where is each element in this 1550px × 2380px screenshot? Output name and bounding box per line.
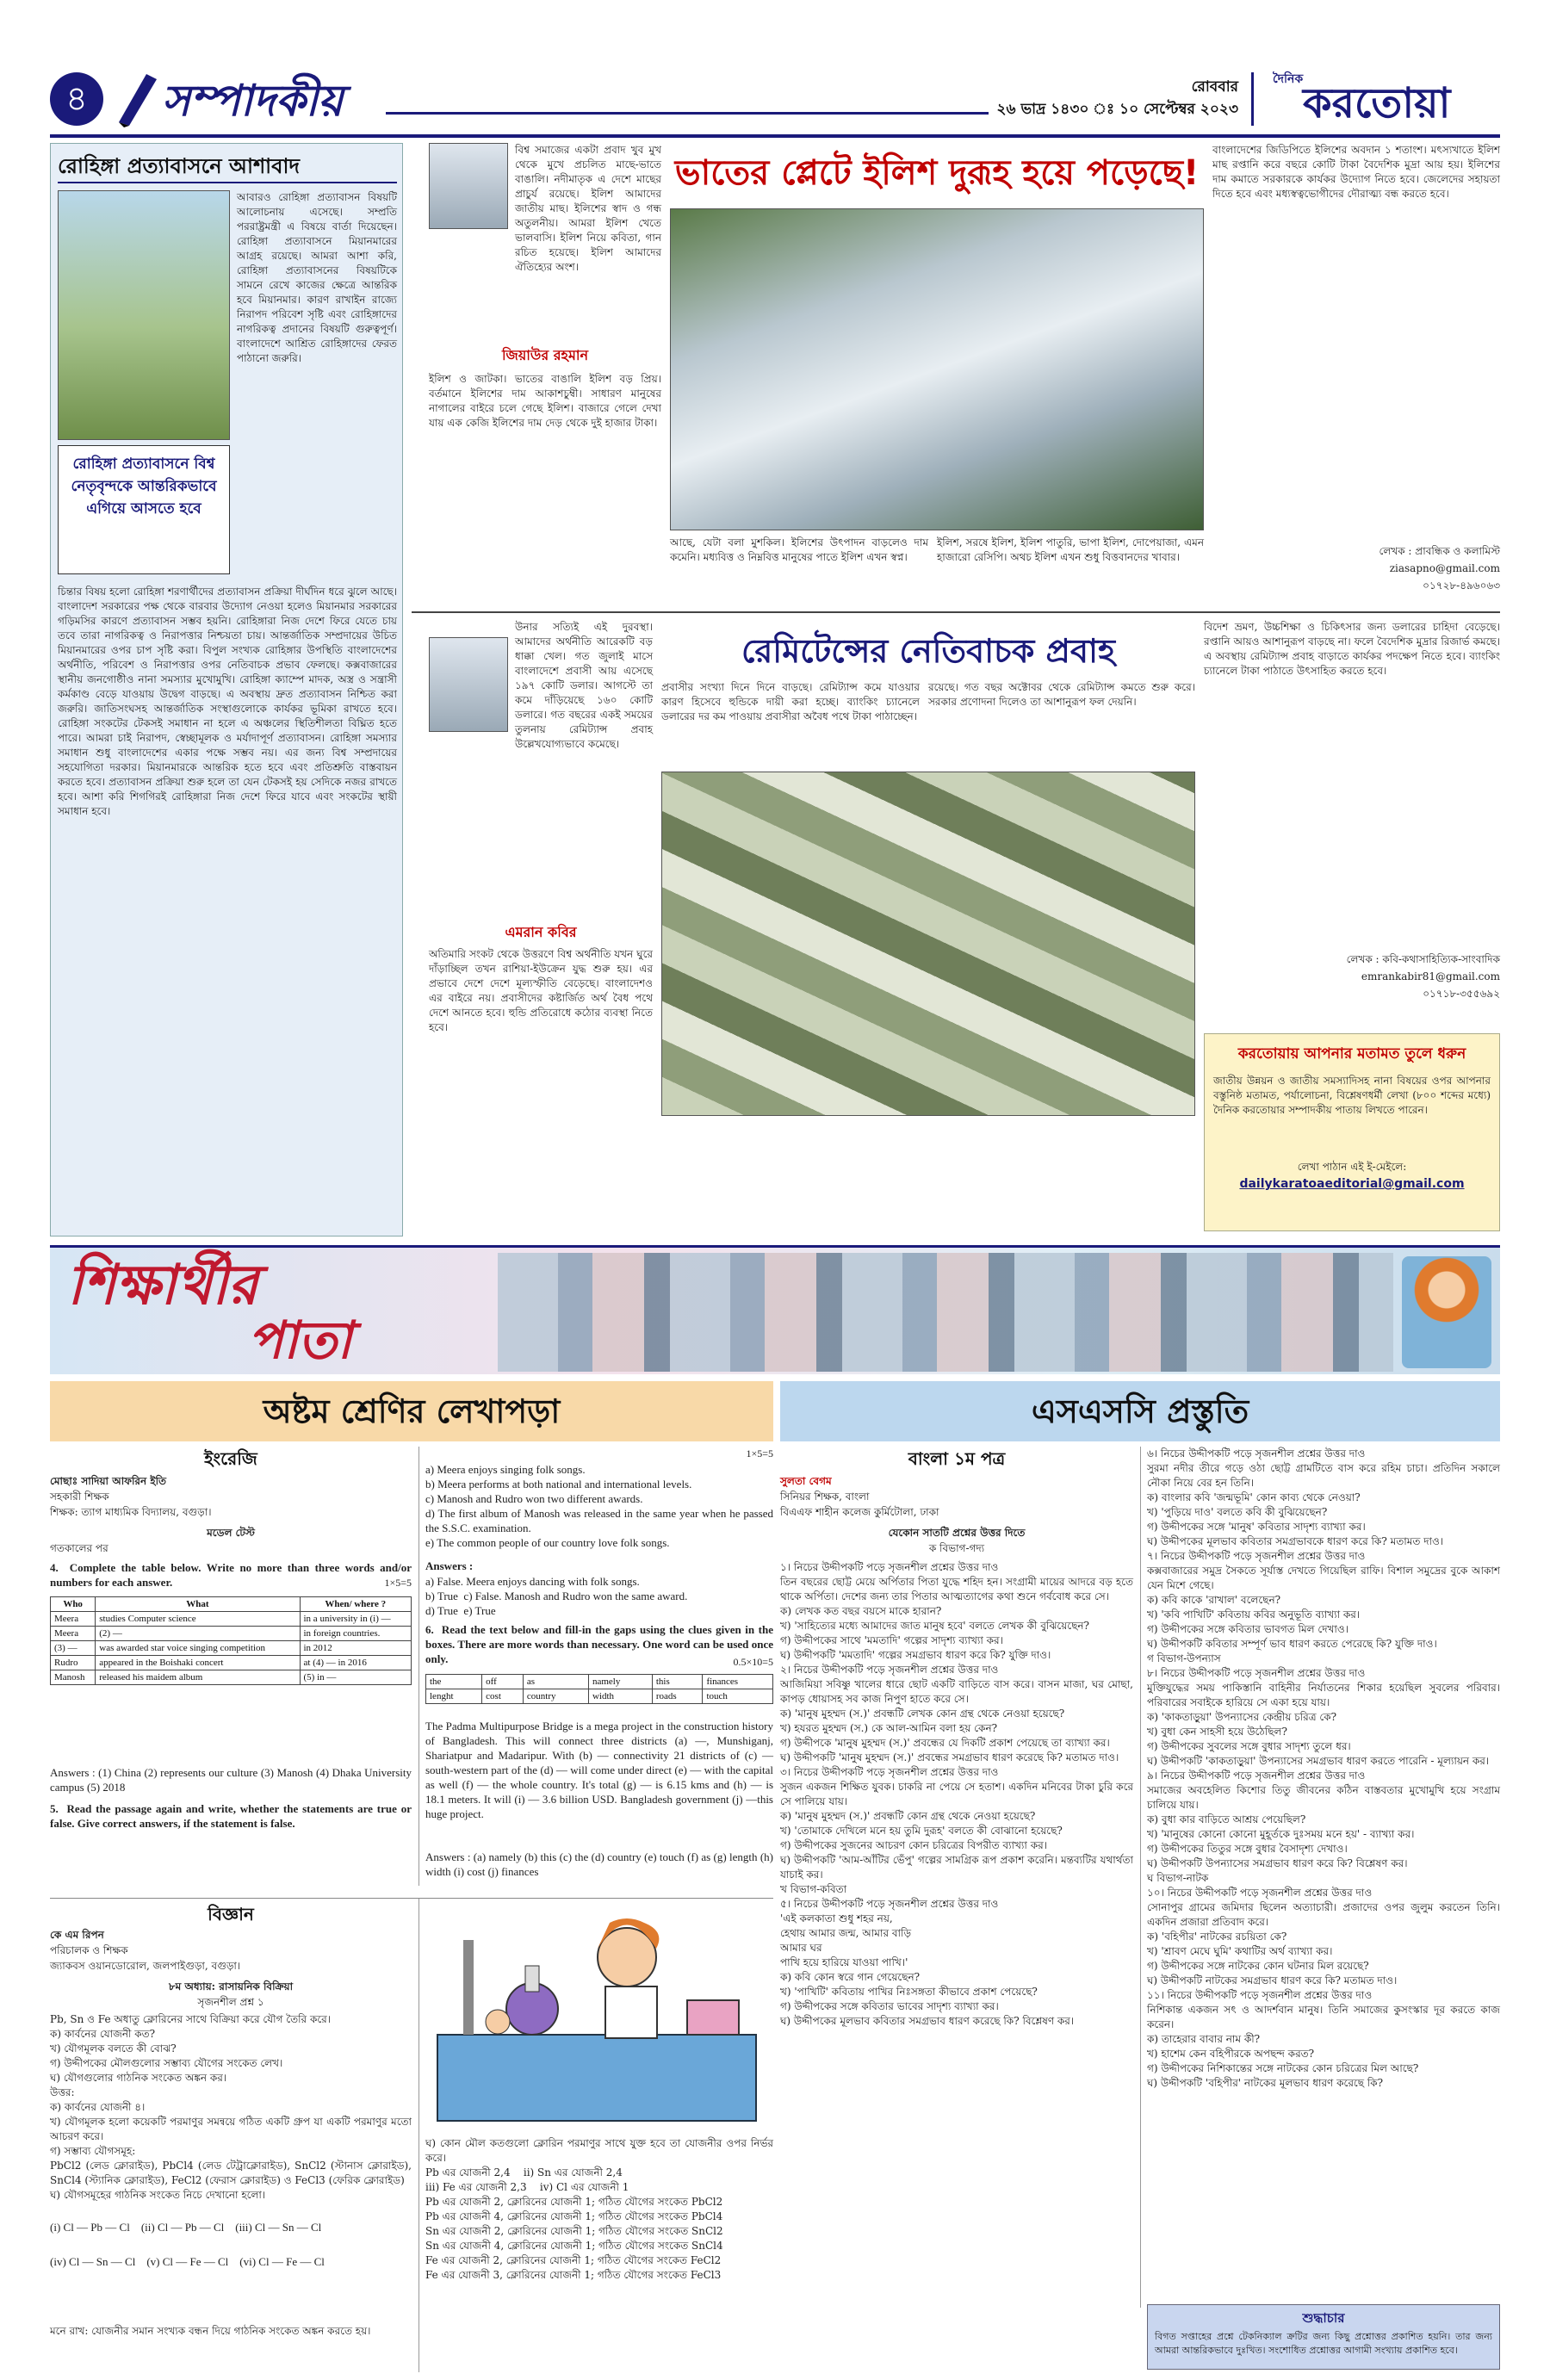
word-box-cell: lenght <box>426 1689 482 1704</box>
word-box-cell: the <box>426 1675 482 1689</box>
hilsa-bottom-rule <box>412 611 1500 613</box>
english-q5-answers-label: Answers : <box>425 1559 474 1572</box>
english-divider <box>418 1447 419 1886</box>
bangla-school: বিএএফ শাহীন কলেজ কুর্মিটোলা, ঢাকা <box>780 1506 939 1518</box>
table-cell: Meera <box>51 1627 96 1641</box>
masthead-bottom-rule <box>50 134 1500 138</box>
masthead-date: ২৬ ভাদ্র ১৪৩০ ঃ ১০ সেপ্টেম্বর ২০২৩ <box>996 101 1238 118</box>
english-subject: ইংরেজি <box>204 1448 257 1469</box>
correction-box <box>1147 2304 1500 2370</box>
word-box-cell: this <box>652 1675 703 1689</box>
english-q5-items: a) Meera enjoys singing folk songs. b) Meera performs at both national and international levels. c) Manosh and Rudro won two different awards. d) The first album of Manosh was released in the same year when he passed the S.S.C. examination. e) The common people of our country love folk songs. <box>425 1463 773 1549</box>
masthead-divider <box>1251 72 1254 126</box>
english-q4-table <box>50 1596 412 1685</box>
table-cell: in foreign countries. <box>300 1627 412 1641</box>
hilsa-body-col5: বাংলাদেশের জিডিপিতে ইলিশের অবদান ১ শতাংশ। মৎস্যখাতে ইলিশ মাছ রপ্তানি করে বছরে কোটি টাকা বৈদেশিক মুদ্রা আয় হয়। ইলিশের দাম কমাতে সরকারকে কার্যকর উদ্যোগ নিতে হবে। জেলেদের সহায়তা দিতে হবে এবং মধ্যস্বত্বভোগীদের দৌরাত্ম্য বন্ধ করতে হবে। <box>1212 144 1504 200</box>
english-prev: গতকালের পর <box>50 1542 108 1554</box>
science-designation: পরিচালক ও শিক্ষক <box>50 1944 128 1956</box>
paper-name: করতোয়া <box>1303 79 1451 127</box>
science-body: Pb, Sn ও Fe অধাতু ক্লোরিনের সাথে বিক্রিয়া করে যৌগ তৈরি করে। ক) কার্বনের যোজনী কত? খ) যৌগমূলক বলতে কী বোঝ? গ) উদ্দীপকের মৌলগুলোর সম্ভাব্য যৌগের সংকেত লেখ। ঘ) যৌগগুলোর গাঠনিক সংকেত অঙ্কন কর। উত্তর: ক) কার্বনের যোজনী ৪। খ) যৌগমূলক হলো কয়েকটি পরমাণুর সমন্বয়ে গঠিত একটি গ্রুপ যা একটি পরমাণুর মতো আচরণ করে। গ) সম্ভাব্য যৌগসমূহ: PbCl2 (লেড ক্লোরাইড), PbCl4 (লেড টেট্রাক্লোরাইড), SnCl2 (স্টানাস ক্লোরাইড), SnCl4 (স্ট্যানিক ক্লোরাইড), FeCl2 (ফেরাস ক্লোরাইড) ও FeCl3 (ফেরিক ক্লোরাইড) ঘ) যৌগসমূহের গাঠনিক সংকেত নিচে দেখানো হলো। <box>50 2013 412 2201</box>
remittance-author: এমরান কবির <box>505 924 577 940</box>
section-title: সম্পাদকীয় <box>162 76 344 126</box>
table-cell: Rudro <box>51 1656 96 1670</box>
table-cell: released his maidem album <box>96 1670 300 1685</box>
table-row <box>51 1627 412 1641</box>
english-designation: সহকারী শিক্ষক <box>50 1491 109 1503</box>
hilsa-body-col2: ইলিশ ও জাটকা। ভাতের বাঙালি ইলিশ বড় প্রিয়। বর্তমানে ইলিশের দাম আকাশচুম্বী। সাধারণ মানুষের নাগালের বাইরে চলে গেছে ইলিশ। বাজারে গেলে দেখা যায় এক কেজি ইলিশের দাম দেড় থেকে দুই হাজার টাকা। <box>429 373 665 429</box>
english-q4: 4. Complete the table below. Write no more than three words and/or numbers for each answer. <box>50 1561 415 1589</box>
table-cell: studies Computer science <box>96 1612 300 1627</box>
remittance-byline: লেখক : কবি-কথাসাহিত্যিক-সাংবাদিক <box>1346 953 1500 965</box>
masthead-rule <box>386 112 989 115</box>
masthead-day: রোববার <box>1191 78 1238 96</box>
hilsa-email: ziasapno@gmail.com <box>1389 562 1500 574</box>
remittance-headline: রেমিটেন্সের নেতিবাচক প্রবাহ <box>741 632 1116 670</box>
ssc-title: এসএসসি প্রস্তুতি <box>1031 1392 1249 1430</box>
table-header-cell: What <box>96 1597 300 1612</box>
table-row <box>51 1670 412 1685</box>
remittance-article <box>412 620 1504 1238</box>
hilsa-byline: লেখক : প্রাবন্ধিক ও কলামিস্ট <box>1379 545 1500 557</box>
word-box-cell: country <box>523 1689 588 1704</box>
table-header-cell: Who <box>51 1597 96 1612</box>
table-row <box>51 1641 412 1656</box>
english-q6-word-box <box>425 1674 773 1704</box>
table-cell: (2) — <box>96 1627 300 1641</box>
english-model-test: মডেল টেস্ট <box>207 1527 255 1539</box>
english-q5-answers: a) False. Meera enjoys dancing with folk songs. b) True c) False. Manosh and Rudro won the same award. d) True e) True <box>425 1575 688 1617</box>
word-box-cell: touch <box>703 1689 773 1704</box>
bangla-instruction: যেকোন সাতটি প্রশ্নের উত্তর দিতে <box>888 1527 1026 1539</box>
hilsa-body-col4: ইলিশ, সরষে ইলিশ, ইলিশ পাতুরি, ভাপা ইলিশ, দোপেয়াজা, এমন হাজারো রেসিপি। অথচ ইলিশ এখন শুধু বিত্তবানদের খাবার। <box>937 536 1207 563</box>
remittance-body-col1: উনার সত্যিই এই দুরবস্থা। আমাদের অর্থনীতি আরেকটি বড় ধাক্কা খেল। গত জুলাই মাসে বাংলাদেশে প্রবাসী আয় এসেছে ১৯৭ কোটি ডলার। আগস্টে তা কমে দাঁড়িয়েছে ১৬০ কোটি ডলারে। গত বছরের একই সময়ের তুলনায় রেমিট্যান্স প্রবাহ উল্লেখযোগ্যভাবে কমেছে। <box>515 621 656 750</box>
word-box-cell: roads <box>652 1689 703 1704</box>
science-note: মনে রাখ: যোজনীর সমান সংখ্যক বন্ধন দিয়ে গাঠনিক সংকেত অঙ্কন করতে হয়। <box>50 2325 371 2337</box>
word-box-cell: off <box>482 1675 524 1689</box>
rohingya-body-1: আবারও রোহিঙ্গা প্রত্যাবাসন বিষয়টি আলোচনায় এসেছে। সম্প্রতি পররাষ্ট্রমন্ত্রী এ বিষয়ে বার্তা দিয়েছেন। রোহিঙ্গা প্রত্যাবাসনে মিয়ানমারের আগ্রহ রয়েছে। আমরা আশা করি, রোহিঙ্গা প্রত্যাবাসনের বিষয়টিকে সামনে রেখে কাজের ক্ষেত্রে আন্তরিক হবে মিয়ানমার। কারণ রাখাইন রাজ্যে নিরাপদ পরিবেশ সৃষ্টি এবং রোহিঙ্গাদের নাগরিকত্ব প্রদানের বিষয়টি গুরুত্বপূর্ণ। বাংলাদেশে আশ্রিত রোহিঙ্গাদের ফেরত পাঠানো জরুরি। <box>237 191 400 364</box>
rohingya-quote-box <box>58 445 230 574</box>
rohingya-photo <box>58 190 230 440</box>
word-box-row <box>426 1689 773 1704</box>
rohingya-title: রোহিঙ্গা প্রত্যাবাসনে আশাবাদ <box>58 149 397 183</box>
word-box-cell: cost <box>482 1689 524 1704</box>
science-body-2: ঘ) কোন মৌল কতগুলো ক্লোরিন পরমাণুর সাথে যুক্ত হবে তা যোজনীর ওপর নির্ভর করে। Pb এর যোজনী 2,4 ii) Sn এর যোজনী 2,4 iii) Fe এর যোজনী 2,3 iv) Cl এর যোজনী 1 Pb এর যোজনী 2, ক্লোরিনের যোজনী 1; গঠিত যৌগের সংকেত PbCl2 Pb এর যোজনী 4, ক্লোরিনের যোজনী 1; গঠিত যৌগের সংকেত PbCl4 Sn এর যোজনী 2, ক্লোরিনের যোজনী 1; গঠিত যৌগের সংকেত SnCl2 Sn এর যোজনী 4, ক্লোরিনের যোজনী 1; গঠিত যৌগের সংকেত SnCl4 Fe এর যোজনী 2, ক্লোরিনের যোজনী 1; গঠিত যৌগের সংকেত FeCl2 Fe এর যোজনী 3, ক্লোরিনের যোজনী 1; গঠিত যৌগের সংকেত FeCl3 <box>425 2137 773 2281</box>
word-box-cell: finances <box>703 1675 773 1689</box>
opinion-box-body: জাতীয় উন্নয়ন ও জাতীয় সমস্যাদিসহ নানা বিষয়ের ওপর আপনার বস্তুনিষ্ঠ মতামত, পর্যালোচনা, বিশ্লেষণধর্মী লেখা (৮০০ শব্দের মধ্যে) দৈনিক করতোয়ার সম্পাদকীয় পাতায় লিখতে পারেন। <box>1213 1075 1494 1116</box>
banner-title-line1: শিক্ষার্থীর <box>67 1254 258 1317</box>
bangla-section <box>780 1447 1500 2373</box>
science-section <box>50 1898 773 2371</box>
english-q4-answers: Answers : (1) China (2) represents our culture (3) Manosh (4) Dhaka University campus (5) 2018 <box>50 1766 415 1794</box>
hilsa-body-col1b <box>429 234 508 338</box>
opinion-box <box>1204 1033 1500 1231</box>
bangla-col1: ১। নিচের উদ্দীপকটি পড়ে সৃজনশীল প্রশ্নের উত্তর দাও তিন বছরের ছোট্ট মেয়ে অর্পিতার পিতা যুদ্ধে শহিদ হন। সংগ্রামী মায়ের আদরে বড় হতে থাকে অর্পিতা। দেশের জন্য তার পিতার আত্মত্যাগের কথা শুনে গর্ববোধ করে সে। ক) লেখক কত বছর বয়সে মাকে হারান? খ) 'সাহিত্যের মধ্যে আমাদের জাত মানুষ হবে' বলতে লেখক কী বুঝিয়েছেন? গ) উদ্দীপকের সাথে 'মমতাদি' গল্পের সাদৃশ্য ব্যাখ্যা কর। ঘ) উদ্দীপকটি 'মমতাদি' গল্পের সমগ্রভাব ধারণ করে কি? যুক্তি দাও। ২। নিচের উদ্দীপকটি পড়ে সৃজনশীল প্রশ্নের উত্তর দাও আজিমিয়া সবিষ্ণু খালের ধারে ছোট একটি বাড়িতে বাস করে। বাসন মাজা, ঘর মোছা, কাপড় ধোয়াসহ সব কাজ নিপুণ হাতে করে সে। ক) 'মানুষ মুহম্মদ (স.)' প্রবন্ধটি লেখক কোন গ্রন্থ থেকে নেওয়া হয়েছে? খ) হযরত মুহম্মদ (স.) কে আল-আমিন বলা হয় কেন? গ) উদ্দীপকে 'মানুষ মুহম্মদ (স.)' প্রবন্ধের যে দিকটি প্রকাশ পেয়েছে তা ব্যাখ্যা কর। ঘ) উদ্দীপকটি 'মানুষ মুহম্মদ (স.)' প্রবন্ধের সমগ্রভাব ধারণ করেছে কি? মতামত দাও। ৩। নিচের উদ্দীপকটি পড়ে সৃজনশীল প্রশ্নের উত্তর দাও সুজন একজন শিক্ষিত যুবক। চাকরি না পেয়ে সে হতাশ। একদিন মনিবের টাকা চুরি করে সে পালিয়ে যায়। ক) 'মানুষ মুহম্মদ (স.)' প্রবন্ধটি কোন গ্রন্থ থেকে নেওয়া হয়েছে? খ) 'তোমাকে দেখিলে মনে হয় তুমি দুরূহ' বলতে কী বোঝানো হয়েছে? গ) উদ্দীপকের সুজনের আচরণ কোন চরিত্রের বিপরীত ব্যাখ্যা কর। ঘ) উদ্দীপকটি 'আম-আঁটির ভেঁপু' গল্পের সামগ্রিক রূপ প্রকাশ করেনি। মন্তব্যটির যথার্থতা যাচাই কর। খ বিভাগ-কবিতা ৫। নিচের উদ্দীপকটি পড়ে সৃজনশীল প্রশ্নের উত্তর দাও 'এই কলকাতা শুধু শহর নয়, হেথায় আমার জন্ম, আমার বাড়ি আমার ঘর পাখি হয়ে হারিয়ে যাওয়া পাখি।' ক) কবি কোন স্বরে গান গেয়েছেন? খ) 'পাখিটি' কবিতায় পাখির নিঃসঙ্গতা কীভাবে প্রকাশ পেয়েছে? গ) উদ্দীপকের সঙ্গে কবিতার ভাবের সাদৃশ্য ব্যাখ্যা কর। ঘ) উদ্দীপকের মূলভাব কবিতার সমগ্রভাব ধারণ করেছে কি? বিশ্লেষণ কর। <box>780 1561 1133 2027</box>
science-chapter: ৮ম অধ্যায়: রাসায়নিক বিক্রিয়া <box>168 1980 294 1993</box>
correction-title: শুদ্ধাচার <box>1302 2310 1345 2326</box>
table-cell: Manosh <box>51 1670 96 1685</box>
opinion-box-email[interactable]: dailykaratoaeditorial@gmail.com <box>1239 1177 1465 1191</box>
science-teacher: কে এম রিপন <box>50 1929 104 1941</box>
rohingya-editorial <box>50 143 403 1236</box>
remittance-photo <box>661 772 1195 1116</box>
bangla-designation: সিনিয়র শিক্ষক, বাংলা <box>780 1491 870 1503</box>
english-section <box>50 1447 777 1894</box>
english-q6-marks: 0.5×10=5 <box>733 1656 773 1668</box>
remittance-body-col3: রয়েছে। গত বছর অক্টোবর থেকে রেমিট্যান্স কমতে শুরু করে। সরকার প্রণোদনা দিলেও তা আশানুরূপ ফল দেয়নি। <box>928 681 1199 708</box>
student-banner <box>50 1245 1500 1374</box>
bangla-col2: ৬। নিচের উদ্দীপকটি পড়ে সৃজনশীল প্রশ্নের উত্তর দাও সুরমা নদীর তীরে গড়ে ওঠা ছোট্ট গ্রামটিতে বাস করে রহিম চাচা। প্রতিদিন সকালে নৌকা নিয়ে বের হন তিনি। ক) বাংলার কবি 'জন্মভূমি' কোন কাব্য থেকে নেওয়া? খ) 'পুড়িয়ে দাও' বলতে কবি কী বুঝিয়েছেন? গ) উদ্দীপকের সঙ্গে 'মানুষ' কবিতার সাদৃশ্য ব্যাখ্যা কর। ঘ) উদ্দীপকের মূলভাব কবিতার সমগ্রভাবকে ধারণ করে কি? মতামত দাও। ৭। নিচের উদ্দীপকটি পড়ে সৃজনশীল প্রশ্নের উত্তর দাও কক্সবাজারের সমুদ্র সৈকতে সূর্যাস্ত দেখতে গিয়েছিল রাফি। বিশাল সমুদ্রের বুকে আকাশ যেন মিশে গেছে। ক) কবি কাকে 'রাখাল' বলেছেন? খ) 'কবি পাখিটি' কবিতায় কবির অনুভূতি ব্যাখ্যা কর। গ) উদ্দীপকের সঙ্গে কবিতার ভাবগত মিল দেখাও। ঘ) উদ্দীপকটি কবিতার সম্পূর্ণ ভাব ধারণ করতে পেরেছে কি? যুক্তি দাও। গ বিভাগ-উপন্যাস ৮। নিচের উদ্দীপকটি পড়ে সৃজনশীল প্রশ্নের উত্তর দাও মুক্তিযুদ্ধের সময় পাকিস্তানি বাহিনীর নির্যাতনের শিকার হয়েছিল সুবলের পরিবার। পরিবারের সবাইকে হারিয়ে সে একা হয়ে যায়। ক) 'কাকতাড়ুয়া' উপন্যাসের কেন্দ্রীয় চরিত্র কে? খ) বুধা কেন সাহসী হয়ে উঠেছিল? গ) উদ্দীপকের সুবলের সঙ্গে বুধার সাদৃশ্য তুলে ধর। ঘ) উদ্দীপকটি 'কাকতাড়ুয়া' উপন্যাসের সমগ্রভাব ধারণ করতে পারেনি - মূল্যায়ন কর। ৯। নিচের উদ্দীপকটি পড়ে সৃজনশীল প্রশ্নের উত্তর দাও সমাজের অবহেলিত কিশোর তিতু জীবনের কঠিন বাস্তবতার মুখোমুখি হয়ে সংগ্রাম চালিয়ে যায়। ক) বুধা কার বাড়িতে আশ্রয় পেয়েছিল? খ) 'মানুষের কোনো কোনো মুহূর্তকে দুঃসময় মনে হয়' - ব্যাখ্যা কর। গ) উদ্দীপকের তিতুর সঙ্গে বুধার বৈসাদৃশ্য দেখাও। ঘ) উদ্দীপকটি উপন্যাসের সমগ্রভাব ধারণ করে কি? বিশ্লেষণ কর। ঘ বিভাগ-নাটক ১০। নিচের উদ্দীপকটি পড়ে সৃজনশীল প্রশ্নের উত্তর দাও সোনাপুর গ্রামের জমিদার ছিলেন অত্যাচারী। প্রজাদের ওপর জুলুম করতেন তিনি। একদিন প্রজারা প্রতিবাদ করে। ক) 'বহিপীর' নাটকের রচয়িতা কে? খ) 'শ্রাবণ মেঘে ঘুমি' কথাটির অর্থ ব্যাখ্যা কর। গ) উদ্দীপকের সঙ্গে নাটকের কোন ঘটনার মিল রয়েছে? ঘ) উদ্দীপকটি নাটকের সমগ্রভাব ধারণ করে কি? মতামত দাও। ১১। নিচের উদ্দীপকটি পড়ে সৃজনশীল প্রশ্নের উত্তর দাও নিশিকান্ত একজন সৎ ও আদর্শবান মানুষ। তিনি সমাজের কুসংস্কার দূর করতে কাজ করেন। ক) তাহেরার বাবার নাম কী? খ) হাশেম কেন বহিপীরকে অপছন্দ করত? গ) উদ্দীপকের নিশিকান্তের সঙ্গে নাটকের কোন চরিত্রের মিল আছে? ঘ) উদ্দীপকটি 'বহিপীর' নাটকের মূলভাব ধারণ করেছে কি? <box>1147 1447 1500 2089</box>
ssc-header <box>780 1381 1500 1441</box>
rohingya-quote: রোহিঙ্গা প্রত্যাবাসনে বিশ্ব নেতৃবৃন্দকে আন্তরিকভাবে এগিয়ে আসতে হবে <box>71 456 217 518</box>
masthead <box>50 69 1500 139</box>
hilsa-body-col1: বিশ্ব সমাজের একটা প্রবাদ খুব মুখ থেকে মুখে প্রচলিত মাছে-ভাতে বাঙালি। নদীমাতৃক এ দেশে মাছের প্রাচুর্য রয়েছে। ইলিশ আমাদের জাতীয় মাছ। ইলিশের স্বাদ ও গন্ধ অতুলনীয়। আমরা ইলিশ খেতে ভালবাসি। ইলিশ নিয়ে কবিতা, গান রচিত হয়েছে। ইলিশ আমাদের ঐতিহ্যের অংশ। <box>515 144 665 273</box>
remittance-phone: ০১৭১৮-৩৫৫৬৯২ <box>1423 988 1500 1000</box>
english-q5-marks: 1×5=5 <box>746 1447 773 1460</box>
english-school: শিক্ষক: ত্যাগ মাধ্যমিক বিদ্যালয়, বগুড়া। <box>50 1506 212 1518</box>
rohingya-body-2: চিন্তার বিষয় হলো রোহিঙ্গা শরণার্থীদের প্রত্যাবাসন প্রক্রিয়া দীর্ঘদিন ধরে ঝুলে আছে। বাংলাদেশ সরকারের পক্ষ থেকে বারবার উদ্যোগ নেওয়া হলেও মিয়ানমার সরকারের গড়িমসির কারণে প্রত্যাবাসন সম্ভব হয়নি। রোহিঙ্গারা নিজ দেশে ফিরে যেতে চায় তবে তারা নাগরিকত্ব ও নিরাপত্তার নিশ্চয়তা চায়। আন্তর্জাতিক সম্প্রদায়ের উচিত মিয়ানমারের ওপর চাপ সৃষ্টি করা। বিপুল সংখ্যক রোহিঙ্গার উপস্থিতি বাংলাদেশের অর্থনীতি, পরিবেশ ও নিরাপত্তার ওপর নেতিবাচক প্রভাব ফেলছে। কক্সবাজারের স্থানীয় জনগোষ্ঠীও নানা সমস্যার মুখোমুখি। রোহিঙ্গা ক্যাম্পে মাদক, অস্ত্র ও সন্ত্রাসী কর্মকাণ্ড বেড়ে যাওয়ায় উদ্বেগ বাড়ছে। এ অবস্থায় দ্রুত প্রত্যাবাসন নিশ্চিত করা জরুরি। জাতিসংঘসহ আন্তর্জাতিক সংস্থাগুলোকে কার্যকর ভূমিকা রাখতে হবে। রোহিঙ্গা সংকটের টেকসই সমাধান না হলে এ অঞ্চলের স্থিতিশীলতা বিঘ্নিত হতে পারে। আমরা চাই নিরাপদ, স্বেচ্ছামূলক ও মর্যাদাপূর্ণ প্রত্যাবাসন। রোহিঙ্গা সমস্যার সমাধান শুধু বাংলাদেশের একার পক্ষে সম্ভব নয়। এর জন্য বিশ্ব সম্প্রদায়ের সহযোগিতা দরকার। মিয়ানমারকে আন্তরিক হতে হবে এবং প্রতিশ্রুতি বাস্তবায়ন করতে হবে। প্রত্যাবাসন প্রক্রিয়া শুরু হলে তা যেন টেকসই হয় সেদিকে নজর রাখতে হবে। আশা করি শিগগিরই রোহিঙ্গারা নিজ দেশে ফিরে যাবে এবং সংকটের স্থায়ী সমাধান হবে। <box>58 586 400 817</box>
remittance-body-col2: প্রবাসীর সংখ্যা দিনে দিনে বাড়ছে। রেমিট্যান্স কমে যাওয়ার কারণ হিসেবে হুন্ডিকে দায়ী করা হচ্ছে। ব্যাংকিং চ্যানেলে ডলারের দর কম পাওয়ায় প্রবাসীরা অবৈধ পথে টাকা পাঠাচ্ছেন। <box>661 681 923 722</box>
remittance-author-photo <box>429 637 508 732</box>
word-box-cell: as <box>523 1675 588 1689</box>
table-cell: in 2012 <box>300 1641 412 1656</box>
opinion-box-email-label: লেখা পাঠান এই ই-মেইলে: <box>1297 1161 1407 1173</box>
english-q6: 6. Read the text below and fill-in the gaps using the clues given in the boxes. There are more words than necessary. One word can be used once only. <box>425 1623 777 1665</box>
correction-body: বিগত সপ্তাহের প্রশ্নে টেকনিক্যাল ক্রটির জন্য কিছু প্রশ্নোত্তর প্রকাশিত হয়নি। তার জন্য আমরা আন্তরিকভাবে দুঃখিত। সংশোধিত প্রশ্নোত্তর আগামী সংখ্যায় প্রকাশিত হবে। <box>1155 2331 1496 2356</box>
page-number-badge: ৪ <box>50 72 103 126</box>
table-cell: Meera <box>51 1612 96 1627</box>
table-cell: appeared in the Boishaki concert <box>96 1656 300 1670</box>
table-row <box>51 1612 412 1627</box>
hilsa-phone: ০১৭২৮-৪৯৬০৬৩ <box>1423 580 1500 592</box>
science-school: জ্যাকবস ওয়ানডোরোল, জলপাইগুড়া, বগুড়া। <box>50 1960 241 1972</box>
science-subject: বিজ্ঞান <box>208 1904 254 1924</box>
opinion-box-title: করতোয়ায় আপনার মতামত তুলে ধরুন <box>1237 1045 1466 1063</box>
english-q6-answers: Answers : (a) namely (b) this (c) the (d) country (e) touch (f) as (g) length (h) width (i) cost (j) finances <box>425 1850 777 1878</box>
paper-name-small: দৈনিক <box>1273 72 1304 86</box>
banner-students-photo <box>498 1253 1393 1372</box>
hilsa-author-photo <box>429 143 508 229</box>
class8-title: অষ্টম শ্রেণির লেখাপড়া <box>263 1392 561 1430</box>
table-cell: at (4) — in 2016 <box>300 1656 412 1670</box>
word-box-row <box>426 1675 773 1689</box>
science-divider <box>418 1899 419 2372</box>
table-header-cell: When/ where ? <box>300 1597 412 1612</box>
word-box-cell: namely <box>588 1675 652 1689</box>
banner-illustration <box>1402 1256 1491 1368</box>
table-row <box>51 1656 412 1670</box>
bangla-teacher: সুলতা বেগম <box>780 1475 832 1487</box>
banner-title-line2: পাতা <box>248 1311 352 1371</box>
remittance-body-lower: অতিমারি সংকট থেকে উত্তরণে বিশ্ব অর্থনীতি যখন ঘুরে দাঁড়াচ্ছিল তখন রাশিয়া-ইউক্রেন যুদ্ধ শুরু হয়। এর প্রভাবে দেশে দেশে মূল্যস্ফীতি বেড়েছে। বাংলাদেশও এর বাইরে নয়। প্রবাসীদের কষ্টার্জিত অর্থ বৈধ পথে দেশে আনতে হবে। হুন্ডি প্রতিরোধে কঠোর ব্যবস্থা নিতে হবে। <box>429 948 656 1033</box>
pen-icon <box>112 69 164 129</box>
hilsa-body-col3: আছে, যেটা বলা মুশকিল। ইলিশের উৎপাদন বাড়লেও দাম কমেনি। মধ্যবিত্ত ও নিম্নবিত্ত মানুষের পাতে ইলিশ এখন স্বপ্ন। <box>670 536 932 563</box>
hilsa-photo <box>670 208 1204 530</box>
class8-header <box>50 1381 773 1441</box>
table-cell: in a university in (i) — <box>300 1612 412 1627</box>
table-cell: (3) — <box>51 1641 96 1656</box>
english-q5: 5. Read the passage again and write, whether the statements are true or false. Give correct answers, if the statement is false. <box>50 1802 415 1830</box>
english-teacher: মোছাঃ সাদিয়া আফরিন ইতি <box>50 1475 167 1487</box>
english-q4-marks: 1×5=5 <box>384 1577 412 1589</box>
table-cell: was awarded star voice singing competition <box>96 1641 300 1656</box>
english-q6-passage: The Padma Multipurpose Bridge is a mega project in the construction history of Bangladesh. This will connect three districts (a) —, Munshiganj, Shariatpur and Madaripur. With (b) — connectivity 21 districts of (c) — south-western part of the (d) — will come under direct (e) — with the capital as well (f) — the whole country. It's total (g) — is 6.15 kms and (h) — is 18.1 meters. It will (i) — 3.6 billion USD. Bangladesh government (j) —this huge project. <box>425 1720 777 1820</box>
hilsa-author: জিয়াউর রহমান <box>501 347 589 363</box>
science-structures: (i) Cl — Pb — Cl (ii) Cl — Pb — Cl (iii) Cl — Sn — Cl (iv) Cl — Sn — Cl (v) Cl — Fe — Cl (vi) Cl — Fe — Cl <box>50 2221 325 2268</box>
remittance-body-col4: বিদেশ ভ্রমণ, উচ্চশিক্ষা ও চিকিৎসার জন্য ডলারের চাহিদা বেড়েছে। রপ্তানি আয়ও আশানুরূপ বাড়ছে না। ফলে বৈদেশিক মুদ্রার রিজার্ভ কমছে। এ অবস্থায় রেমিট্যান্স প্রবাহ বাড়াতে কার্যকর পদক্ষেপ নিতে হবে। ব্যাংকিং চ্যানেলে টাকা পাঠাতে উৎসাহিত করতে হবে। <box>1204 621 1504 677</box>
table-cell: (5) in — <box>300 1670 412 1685</box>
science-type: সৃজনশীল প্রশ্ন ১ <box>197 1996 264 2008</box>
word-box-cell: width <box>588 1689 652 1704</box>
bangla-divider <box>1140 1447 1141 2308</box>
hilsa-headline: ভাতের প্লেটে ইলিশ দুরূহ হয়ে পড়েছে! <box>674 153 1200 193</box>
hilsa-article <box>412 143 1504 604</box>
bangla-subject: বাংলা ১ম পত্র <box>908 1448 1006 1469</box>
remittance-email: emrankabir81@gmail.com <box>1361 970 1500 982</box>
bangla-section-label: ক বিভাগ-গদ্য <box>928 1542 985 1554</box>
scientist-illustration <box>429 1906 765 2129</box>
